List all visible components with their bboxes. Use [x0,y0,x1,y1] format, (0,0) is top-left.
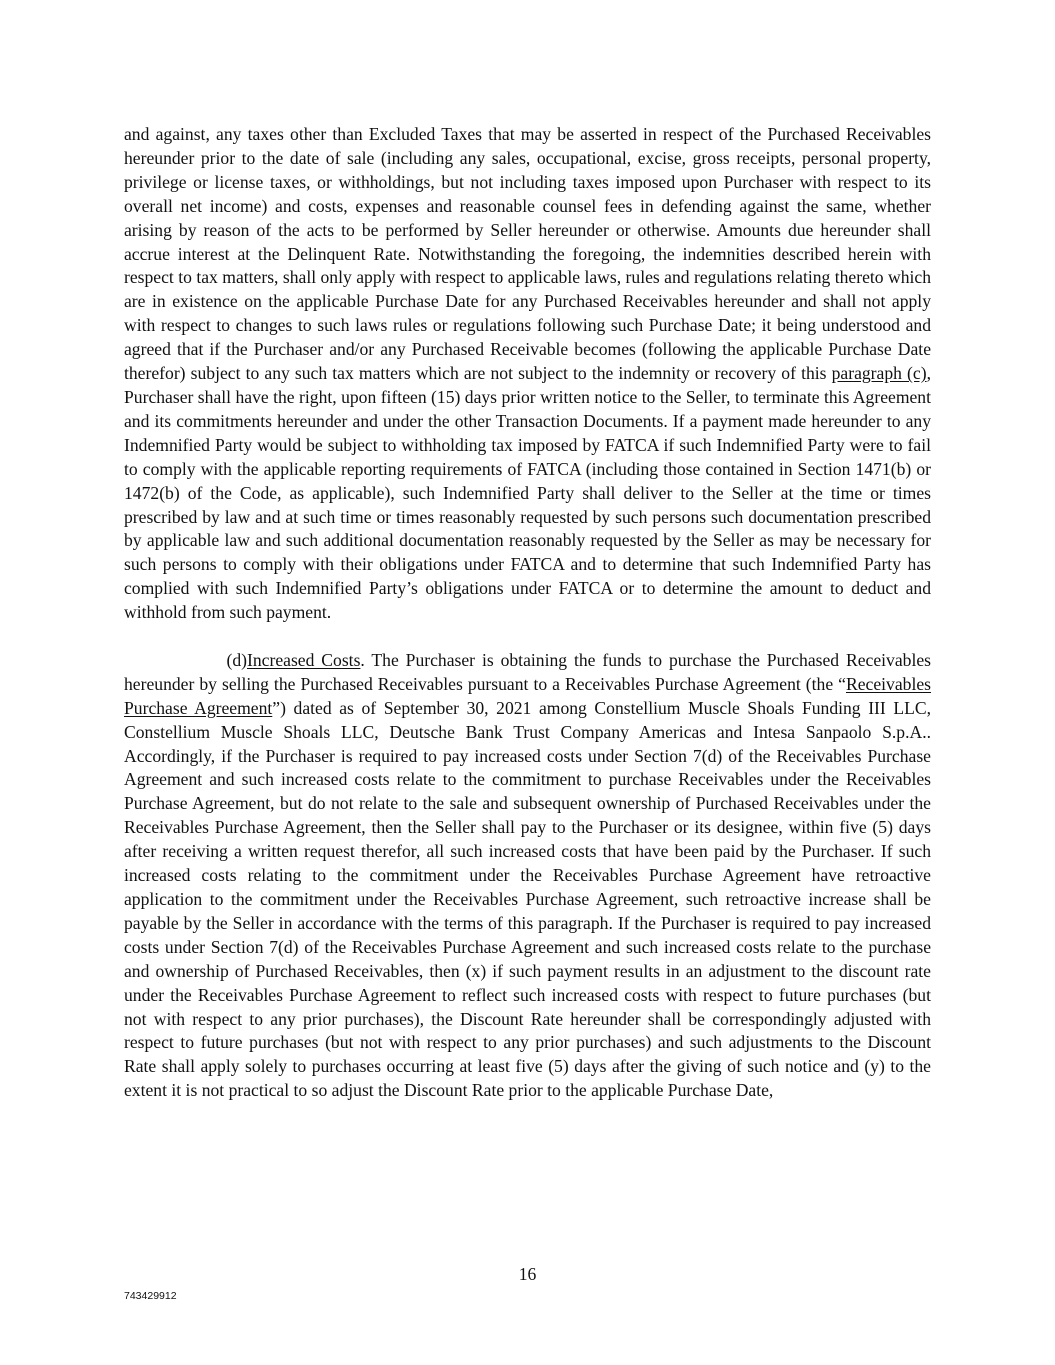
defined-term: Receivables Purchase Agreement [124,673,931,718]
section-label: (d) [226,649,247,670]
paragraph-c-reference: paragraph (c) [831,363,927,384]
paragraph-tax-indemnity [124,123,931,625]
page-number: 16 [518,1264,537,1284]
section-heading: Increased Costs [247,649,361,670]
paragraph-text: ”) dated as of September 30, 2021 among Constellium Muscle Shoals Funding III LLC, Constellium Muscle Shoals LLC, Deutsche Bank Trust Company Americas and Intesa Sanpaolo S.p.A.. Accordingly, if the Purchaser is required to pay increased costs under Section 7(d) of the Receivables Purchase Agreement and such increased costs relate to the commitment to purchase Receivables under the Receivables Purchase Agreement, but do not relate to the sale and subsequent ownership of Purchased Receivables under the Receivables Purchase Agreement, then the Seller shall pay to the Purchaser or its designee, within five (5) days after receiving a written request therefor, all such increased costs that have been paid by the Purchaser. If such increased costs relating to the commitment under the Receivables Purchase Agreement have retroactive application to the commitment under the Receivables Purchase Agreement, such retroactive increase shall be payable by the Seller in accordance with the terms of this paragraph. If the Purchaser is required to pay increased costs under Section 7(d) of the Receivables Purchase Agreement and such increased costs relate to the purchase and ownership of Purchased Receivables, then (x) if such payment results in an adjustment to the discount rate under the Receivables Purchase Agreement to reflect such increased costs with respect to future purchases (but not with respect to any prior purchases), the Discount Rate hereunder shall be correspondingly adjusted with respect to future purchases (but not with respect to any prior purchases) and such adjustments to the Discount Rate shall apply solely to purchases occurring at least five (5) days after the giving of such notice and (y) to the extent it is not practical to so adjust the Discount Rate prior to the applicable Purchase Date, [124,697,931,1101]
section-indent [124,649,247,673]
document-id: 743429912 [124,1290,177,1302]
paragraph-increased-costs [124,649,931,1103]
paragraph-text: , Purchaser shall have the right, upon fifteen (15) days prior written notice to the Seller, to terminate this Agreement and its commitments hereunder and under the other Transaction Documents. If a payment made hereunder to any Indemnified Party would be subject to withholding tax imposed by FATCA if such Indemnified Party were to fail to comply with the applicable reporting requirements of FATCA (including those contained in Section 1471(b) or 1472(b) of the Code, as applicable), such Indemnified Party shall deliver to the Seller at the time or times prescribed by law and at such time or times reasonably requested by such persons such documentation prescribed by applicable law and such additional documentation reasonably requested by the Seller as may be necessary for such persons to comply with their obligations under FATCA and to determine that such Indemnified Party has complied with such Indemnified Party’s obligations under FATCA or to determine the amount to deduct and withhold from such payment. [124,363,931,623]
paragraph-text: . The Purchaser is obtaining the funds to purchase the Purchased Receivables hereunder by selling the Purchased Receivables pursuant to a Receivables Purchase Agreement (the “ [124,649,931,694]
document-page [124,123,931,1103]
paragraph-text: and against, any taxes other than Excluded Taxes that may be asserted in respect of the Purchased Receivables hereunder prior to the date of sale (including any sales, occupational, excise, gross receipts, personal property, privilege or license taxes, or withholdings, but not including taxes imposed upon Purchaser with respect to its overall net income) and costs, expenses and reasonable counsel fees in defending against the same, whether arising by reason of the acts to be performed by Seller hereunder or otherwise. Amounts due hereunder shall accrue interest at the Delinquent Rate. Notwithstanding the foregoing, the indemnities described herein with respect to tax matters, shall only apply with respect to applicable laws, rules and regulations relating thereto which are in existence on the applicable Purchase Date for any Purchased Receivables hereunder and shall not apply with respect to changes to such laws rules or regulations following such Purchase Date; it being understood and agreed that if the Purchaser and/or any Purchased Receivable becomes (following the applicable Purchase Date therefor) subject to any such tax matters which are not subject to the indemnity or recovery of this [124,124,931,384]
